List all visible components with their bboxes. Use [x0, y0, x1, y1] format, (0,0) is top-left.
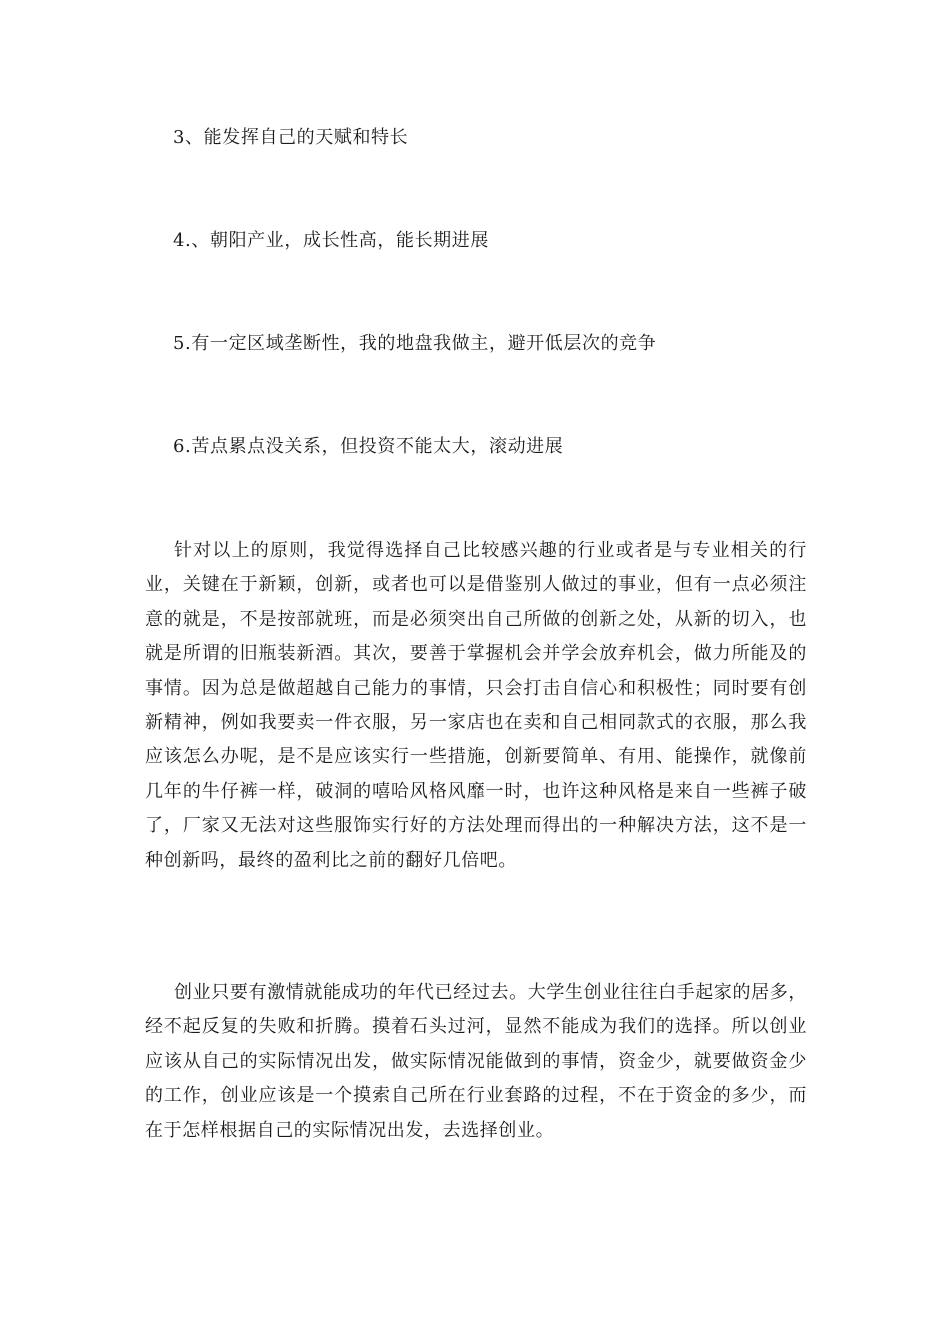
paragraph-innovation: 针对以上的原则，我觉得选择自己比较感兴趣的行业或者是与专业相关的行业，关键在于新颖，创新，或者也可以是借鉴别人做过的事业，但有一点必须注意的就是，不是按部就班，而是必须突出自己所做的创新之处，从新的切入，也就是所谓的旧瓶装新酒。其次，要善于掌握机会并学会放弃机会，做力所能及的事情。因为总是做超越自己能力的事情，只会打击自信心和积极性；同时要有创新精神，例如我要卖一件衣服，另一家店也在卖和自己相同款式的衣服，那么我应该怎么办呢，是不是应该实行一些措施，创新要简单、有用、能操作，就像前几年的牛仔裤一样，破洞的嘻哈风格风靡一时，也许这种风格是来自一些裤子破了，厂家又无法对这些服饰实行好的方法处理而得出的一种解决方法，这不是一种创新吗，最终的盈利比之前的翻好几倍吧。: [145, 540, 807, 871]
list-item-small-investment: 6.苦点累点没关系，但投资不能太大，滚动进展: [173, 436, 564, 457]
paragraph-startup: 创业只要有激情就能成功的年代已经过去。大学生创业往往白手起家的居多，经不起反复的失败和折腾。摸着石头过河，显然不能成为我们的选择。所以创业应该从自己的实际情况出发，做实际情况能做到的事情，资金少，就要做资金少的工作，创业应该是一个摸索自己所在行业套路的过程，不在于资金的多少，而在于怎样根据自己的实际情况出发，去选择创业。: [145, 982, 807, 1141]
list-item-sunrise-industry: 4.、朝阳产业，成长性高，能长期进展: [173, 230, 489, 251]
list-item-regional-monopoly: 5.有一定区域垄断性，我的地盘我做主，避开低层次的竞争: [173, 333, 657, 354]
list-item-talent: 3、能发挥自己的天赋和特长: [173, 127, 409, 148]
